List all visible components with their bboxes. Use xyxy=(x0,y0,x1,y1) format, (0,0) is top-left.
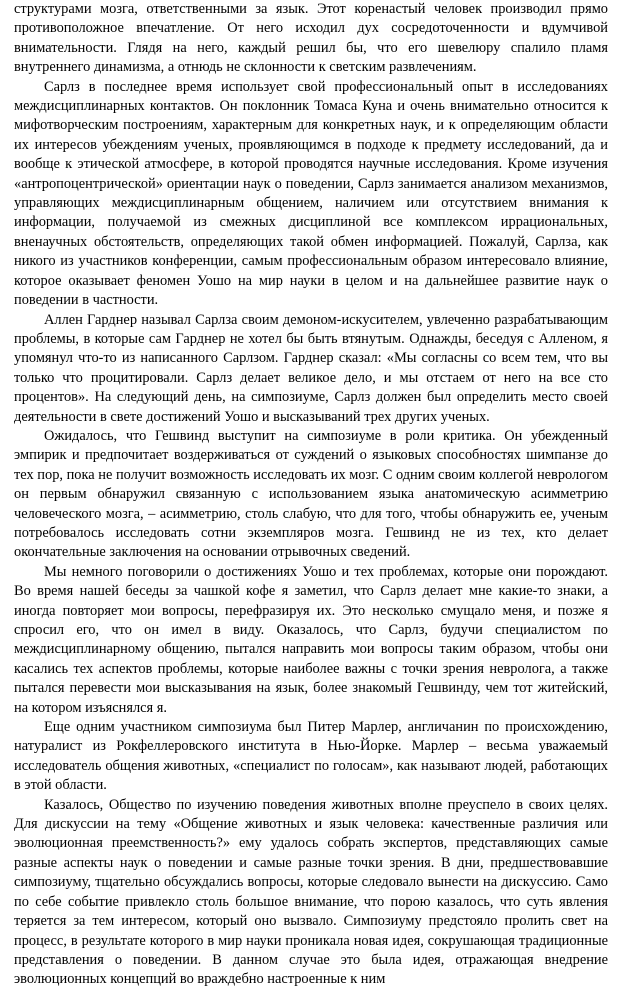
paragraph-3: Аллен Гарднер называл Сарлза своим демоном-искусителем, увлеченно разрабатывающим проблемы, в которые сам Гарднер не хотел бы быть втянутым. Однажды, беседуя с Алленом, я упомянул что-то из написанного Сарлзом. Гарднер сказал: «Мы согласны со всем тем, что вы только что процитировали. Сарлз делает великое дело, и мы отстаем от него на все сто процентов». На следующий день, на симпозиуме, Сарлз должен был определить место своей деятельности в свете достижений Уошо и высказываний трех других ученых. xyxy=(14,311,608,425)
paragraph-1: структурами мозга, ответственными за язык. Этот коренастый человек производил прямо противоположное впечатление. От него исходил дух сосредоточенности и вдумчивой внимательности. Глядя на него, каждый решил бы, что его шевелюру спалило пламя внутреннего динамизма, а отнюдь не склонности к светским развлечениям. xyxy=(14,1,608,76)
paragraph-5: Мы немного поговорили о достижениях Уошо и тех проблемах, которые они порождают. Во время нашей беседы за чашкой кофе я заметил, что Сарлз делает мне какие-то знаки, а иногда повторяет мои вопросы, перефразируя их. Это несколько смущало меня, и позже я спросил его, что он имел в виду. Оказалось, что Сарлз, будучи специалистом по междисциплинарному общению, пытался направить мои вопросы таким образом, чтобы они касались тех аспектов проблемы, которые наиболее важны с точки зрения невролога, а также пытался перевести мои высказывания на язык, более знакомый Гешвинду, чем тот житейский, на котором изъяснялся я. xyxy=(14,563,608,716)
paragraph-2: Сарлз в последнее время использует свой профессиональный опыт в исследованиях междисциплинарных контактов. Он поклонник Томаса Куна и очень внимательно относится к мифотворческим построениям, характерным для конкретных наук, и к определяющим области их интересов убеждениям ученых, проявляющимся в подходе к предмету исследований, да и вообще к этической атмосфере, в которой проводятся научные исследования. Кроме изучения «антропоцентрической» ориентации наук о поведении, Сарлз занимается анализом механизмов, управляющих междисциплинарным общением, наличием или отсутствием внимания к информации, получаемой из смежных дисциплиной все комплексом иррациональных, вненаучных обстоятельств, определяющих такой обмен информацией. Пожалуй, Сарлза, как никого из участников конференции, самым профессиональным образом интересовало влияние, которое оказывает феномен Уошо на мир науки в целом и на дальнейшее развитие наук о поведении в частности. xyxy=(14,78,608,309)
paragraph-6: Еще одним участником симпозиума был Питер Марлер, англичанин по происхождению, натуралист из Рокфеллеровского института в Нью-Йорке. Марлер – весьма уважаемый исследователь общения животных, «специалист по голосам», как называют людей, работающих в этой области. xyxy=(14,719,608,794)
paragraph-4: Ожидалось, что Гешвинд выступит на симпозиуме в роли критика. Он убежденный эмпирик и предпочитает воздерживаться от суждений о языковых способностях шимпанзе до тех пор, пока не получит возможность исследовать их мозг. С одним своим коллегой неврологом он первым обнаружил связанную с использованием языка анатомическую асимметрию человеческого мозга, – асимметрию, столь слабую, что для того, чтобы обнаружить ее, ученым потребовалось исследовать сотни экземпляров мозга. Гешвинд не из тех, кто делает окончательные заключения на основании отрывочных сведений. xyxy=(14,427,608,561)
paragraph-7: Казалось, Общество по изучению поведения животных вполне преуспело в своих целях. Для дискуссии на тему «Общение животных и язык человека: качественные различия или эволюционная преемственность?» ему удалось собрать экспертов, представляющих самые разные аспекты наук о поведении и самые разные точки зрения. В дни, предшествовавшие симпозиуму, тщательно обсуждались вопросы, которые следовало вынести на дискуссию. Само по себе событие привлекло столь большое внимание, что порою казалось, что суть явления теряется за тем интересом, который оно вызвало. Симпозиуму предстояло пролить свет на процесс, в результате которого в мир науки проникала новая идея, сокрушающая традиционные представления о поведении. В данном случае это была идея, отражающая внедрение эволюционных концепций во враждебно настроенные к ним xyxy=(14,796,608,988)
